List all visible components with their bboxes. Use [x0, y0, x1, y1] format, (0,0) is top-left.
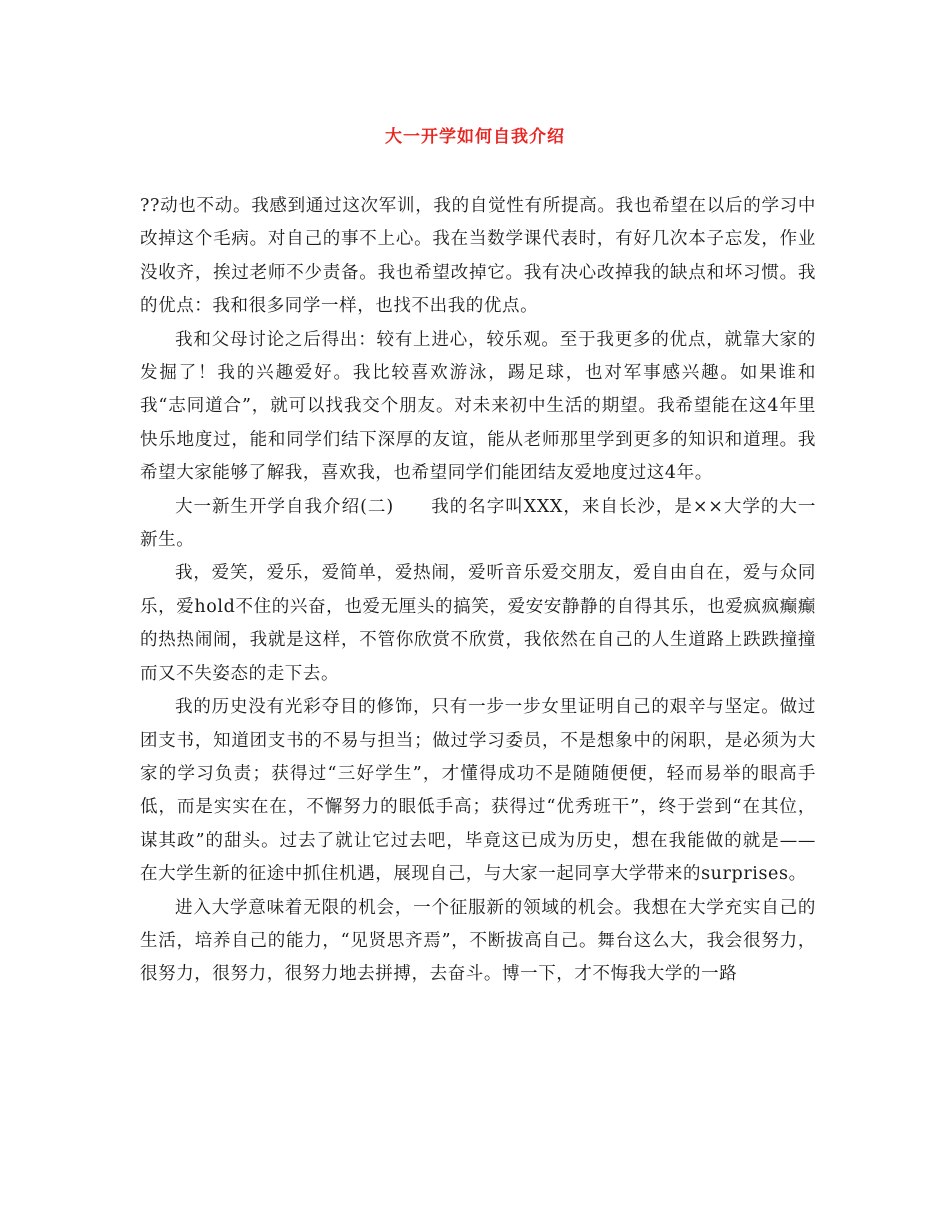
paragraph-3: 大一新生开学自我介绍(二) 我的名字叫XXX，来自长沙，是××大学的大一新生。 [140, 496, 816, 551]
paragraph-2: 我和父母讨论之后得出：较有上进心，较乐观。至于我更多的优点，就靠大家的发掘了！我的兴趣爱好。我比较喜欢游泳，踢足球，也对军事感兴趣。如果谁和我“志同道合”，就可以找我交个朋友。对未来初中生活的期望。我希望能在这4年里快乐地度过，能和同学们结下深厚的友谊，能从老师那里学到更多的知识和道理。我希望大家能够了解我，喜欢我，也希望同学们能团结友爱地度过这4年。 [140, 329, 816, 484]
paragraph-5: 我的历史没有光彩夺目的修饰，只有一步一步女里证明自己的艰辛与坚定。做过团支书，知道团支书的不易与担当；做过学习委员，不是想象中的闲职，是必须为大家的学习负责；获得过“三好学生”，才懂得成功不是随随便便，轻而易举的眼高手低，而是实实在在，不懈努力的眼低手高；获得过“优秀班干”，终于尝到“在其位，谋其政”的甜头。过去了就让它过去吧，毕竟这已成为历史，想在我能做的就是——在大学生新的征途中抓住机遇，展现自己，与大家一起同享大学带来的surprises。 [140, 697, 816, 885]
paragraph-4: 我，爱笑，爱乐，爱简单，爱热闹，爱听音乐爱交朋友，爱自由自在，爱与众同乐，爱hold不住的兴奋，也爱无厘头的搞笑，爱安安静静的自得其乐，也爱疯疯癫癫的热热闹闹，我就是这样，不管你欣赏不欣赏，我依然在自己的人生道路上跌跌撞撞而又不失姿态的走下去。 [140, 563, 816, 684]
document-body [140, 190, 816, 992]
paragraph-1: ??动也不动。我感到通过这次军训，我的自觉性有所提高。我也希望在以后的学习中改掉这个毛病。对自己的事不上心。我在当数学课代表时，有好几次本子忘发，作业没收齐，挨过老师不少责备。我也希望改掉它。我有决心改掉我的缺点和坏习惯。我的优点：我和很多同学一样，也找不出我的优点。 [140, 196, 816, 317]
document-title: 大一开学如何自我介绍 [385, 127, 565, 147]
paragraph-6: 进入大学意味着无限的机会，一个征服新的领域的机会。我想在大学充实自己的生活，培养自己的能力，“见贤思齐焉”，不断拔高自己。舞台这么大，我会很努力，很努力，很努力，很努力地去拼搏，去奋斗。博一下，才不悔我大学的一路 [140, 897, 816, 985]
